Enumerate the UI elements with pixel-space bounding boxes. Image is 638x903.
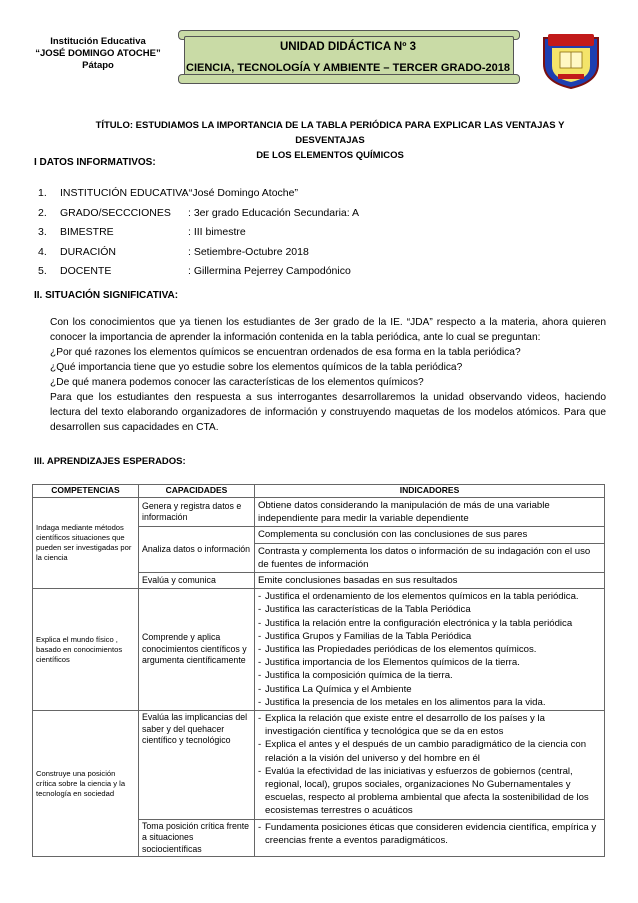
info-label: DURACIÓN [60, 245, 117, 258]
unit-banner [176, 30, 520, 82]
capacity-cell: Toma posición crítica frente a situaciones sociocientíficas [139, 819, 255, 857]
indicator-item: - Explica la relación que existe entre el desarrollo de los países y la investigación científica y tecnológica que se da en estos [258, 712, 601, 738]
info-num: 3. [38, 226, 47, 238]
institution-line: Institución Educativa [50, 36, 146, 47]
info-value: : “José Domingo Atoche” [183, 187, 298, 199]
indicator-cell: Contrasta y complementa los datos o información de su indagación con el uso de fuentes de información [255, 543, 605, 572]
column-header: CAPACIDADES [139, 485, 255, 498]
significant-situation [50, 315, 606, 435]
section-heading: II. SITUACIÓN SIGNIFICATIVA: [34, 290, 179, 301]
indicator-list [255, 819, 605, 857]
capacity-cell: Comprende y aplica conocimientos científicos y argumenta científicamente [139, 589, 255, 711]
indicator-item: - Justifica las Propiedades periódicas de los elementos químicos. [258, 643, 601, 656]
indicator-item: - Explica el antes y el después de un cambio paradigmático de la ciencia con relación a la visión del universo y del hombre en él [258, 738, 601, 764]
table-row [33, 589, 605, 711]
title-line: TÍTULO: ESTUDIAMOS LA IMPORTANCIA DE LA TABLA PERIÓDICA PARA EXPLICAR LAS VENTAJAS Y DESVENTAJAS [95, 120, 565, 146]
info-label: BIMESTRE [60, 226, 114, 238]
info-value: : 3er grado Educación Secundaria: A [188, 206, 360, 219]
info-value: : Setiembre-Octubre 2018 [188, 245, 309, 258]
info-value: : Gillermina Pejerrey Campodónico [188, 265, 351, 277]
institution-name [24, 36, 172, 72]
info-num: 4. [38, 245, 47, 258]
competency-cell: Construye una posición crítica sobre la ciencia y la tecnología en sociedad [33, 711, 139, 857]
info-num: 5. [38, 265, 47, 277]
competency-cell: Explica el mundo físico , basado en conocimientos científicos [33, 589, 139, 711]
indicator-item: - Fundamenta posiciones éticas que consideren evidencia científica, empírica y creencias frente a eventos paradigmáticos. [258, 821, 601, 847]
capacity-cell: Analiza datos o información [139, 527, 255, 573]
indicator-item: - Justifica la composición química de la tierra. [258, 669, 601, 682]
capacity-cell: Evalúa y comunica [139, 573, 255, 589]
unit-title: UNIDAD DIDÁCTICA Nº 3 [279, 41, 417, 53]
indicator-cell: Obtiene datos considerando la manipulación de más de una variable independiente para medir la variable dependiente [255, 498, 605, 527]
question-text: ¿De qué manera podemos conocer las características de los elementos químicos? [50, 377, 424, 388]
paragraph-text: Para que los estudiantes den respuesta a sus interrogantes desarrollaremos la unidad observando videos, haciendo lectura del texto elaborando organizadores de información y construyendo maquetas de los modelos atómicos. Para que desarrollen sus capacidades en CTA. [50, 392, 606, 433]
indicator-cell: Complementa su conclusión con las conclusiones de sus pares [255, 527, 605, 543]
section-heading: III. APRENDIZAJES ESPERADOS: [34, 456, 186, 467]
info-value: : III bimestre [188, 226, 246, 238]
indicator-item: - Justifica importancia de los Elementos químicos de la tierra. [258, 656, 601, 669]
capacity-cell: Genera y registra datos e información [139, 498, 255, 527]
institution-line: Pátapo [82, 60, 114, 71]
question-text: ¿Por qué razones los elementos químicos se encuentran ordenados de esa forma en la tabla periódica? [50, 347, 521, 358]
indicator-item: - Justifica la presencia de los metales en los alimentos para la vida. [258, 696, 601, 709]
info-num: 2. [38, 206, 47, 219]
unit-subtitle: CIENCIA, TECNOLOGÍA Y AMBIENTE – TERCER GRADO-2018 [186, 62, 510, 74]
indicator-item: - Evalúa la efectividad de las iniciativas y esfuerzos de gobiernos (central, regional, local), grupos sociales, organizaciones No Gubernamentales y escuelas, respecto al problema ambiental que afecta la sostenibilidad de los ecosistemas terrestres o acuáticos [258, 765, 601, 818]
school-crest-icon [536, 30, 606, 90]
indicator-list [255, 589, 605, 711]
section-heading: I DATOS INFORMATIVOS: [34, 157, 156, 168]
table-header-row [33, 485, 605, 498]
institution-line: “JOSÉ DOMINGO ATOCHE” [35, 48, 161, 59]
info-label: INSTITUCIÓN EDUCATIVA [60, 187, 189, 199]
title-line: DE LOS ELEMENTOS QUÍMICOS [256, 150, 404, 161]
indicator-item: - Justifica Grupos y Familias de la Tabla Periódica [258, 630, 601, 643]
info-label: DOCENTE [60, 265, 112, 277]
info-num: 1. [38, 187, 47, 199]
indicator-item: - Justifica la relación entre la configuración electrónica y la tabla periódica [258, 617, 601, 630]
indicator-item: - Justifica La Química y el Ambiente [258, 683, 601, 696]
capacity-cell: Evalúa las implicancias del saber y del quehacer científico y tecnológico [139, 711, 255, 820]
indicator-cell: Emite conclusiones basadas en sus resultados [255, 573, 605, 589]
question-text: ¿Qué importancia tiene que yo estudie sobre los elementos químicos de la tabla periódica? [50, 362, 463, 373]
table-row [33, 498, 605, 527]
table-row [33, 711, 605, 820]
indicator-item: - Justifica el ordenamiento de los elementos químicos en la tabla periódica. [258, 590, 601, 603]
info-label: GRADO/SECCCIONES [60, 206, 171, 219]
indicator-list [255, 711, 605, 820]
competency-cell: Indaga mediante métodos científicos situaciones que pueden ser investigadas por la ciencia [33, 498, 139, 589]
paragraph-text: Con los conocimientos que ya tienen los estudiantes de 3er grado de la IE. “JDA” respecto a la materia, ahora quieren conocer la importancia de aprender la información contenida en la tabla periódica, ante lo cual se preguntan: [50, 317, 606, 343]
indicator-item: - Justifica las características de la Tabla Periódica [258, 603, 601, 616]
column-header: COMPETENCIAS [33, 485, 139, 498]
column-header: INDICADORES [255, 485, 605, 498]
learning-table [32, 484, 605, 857]
